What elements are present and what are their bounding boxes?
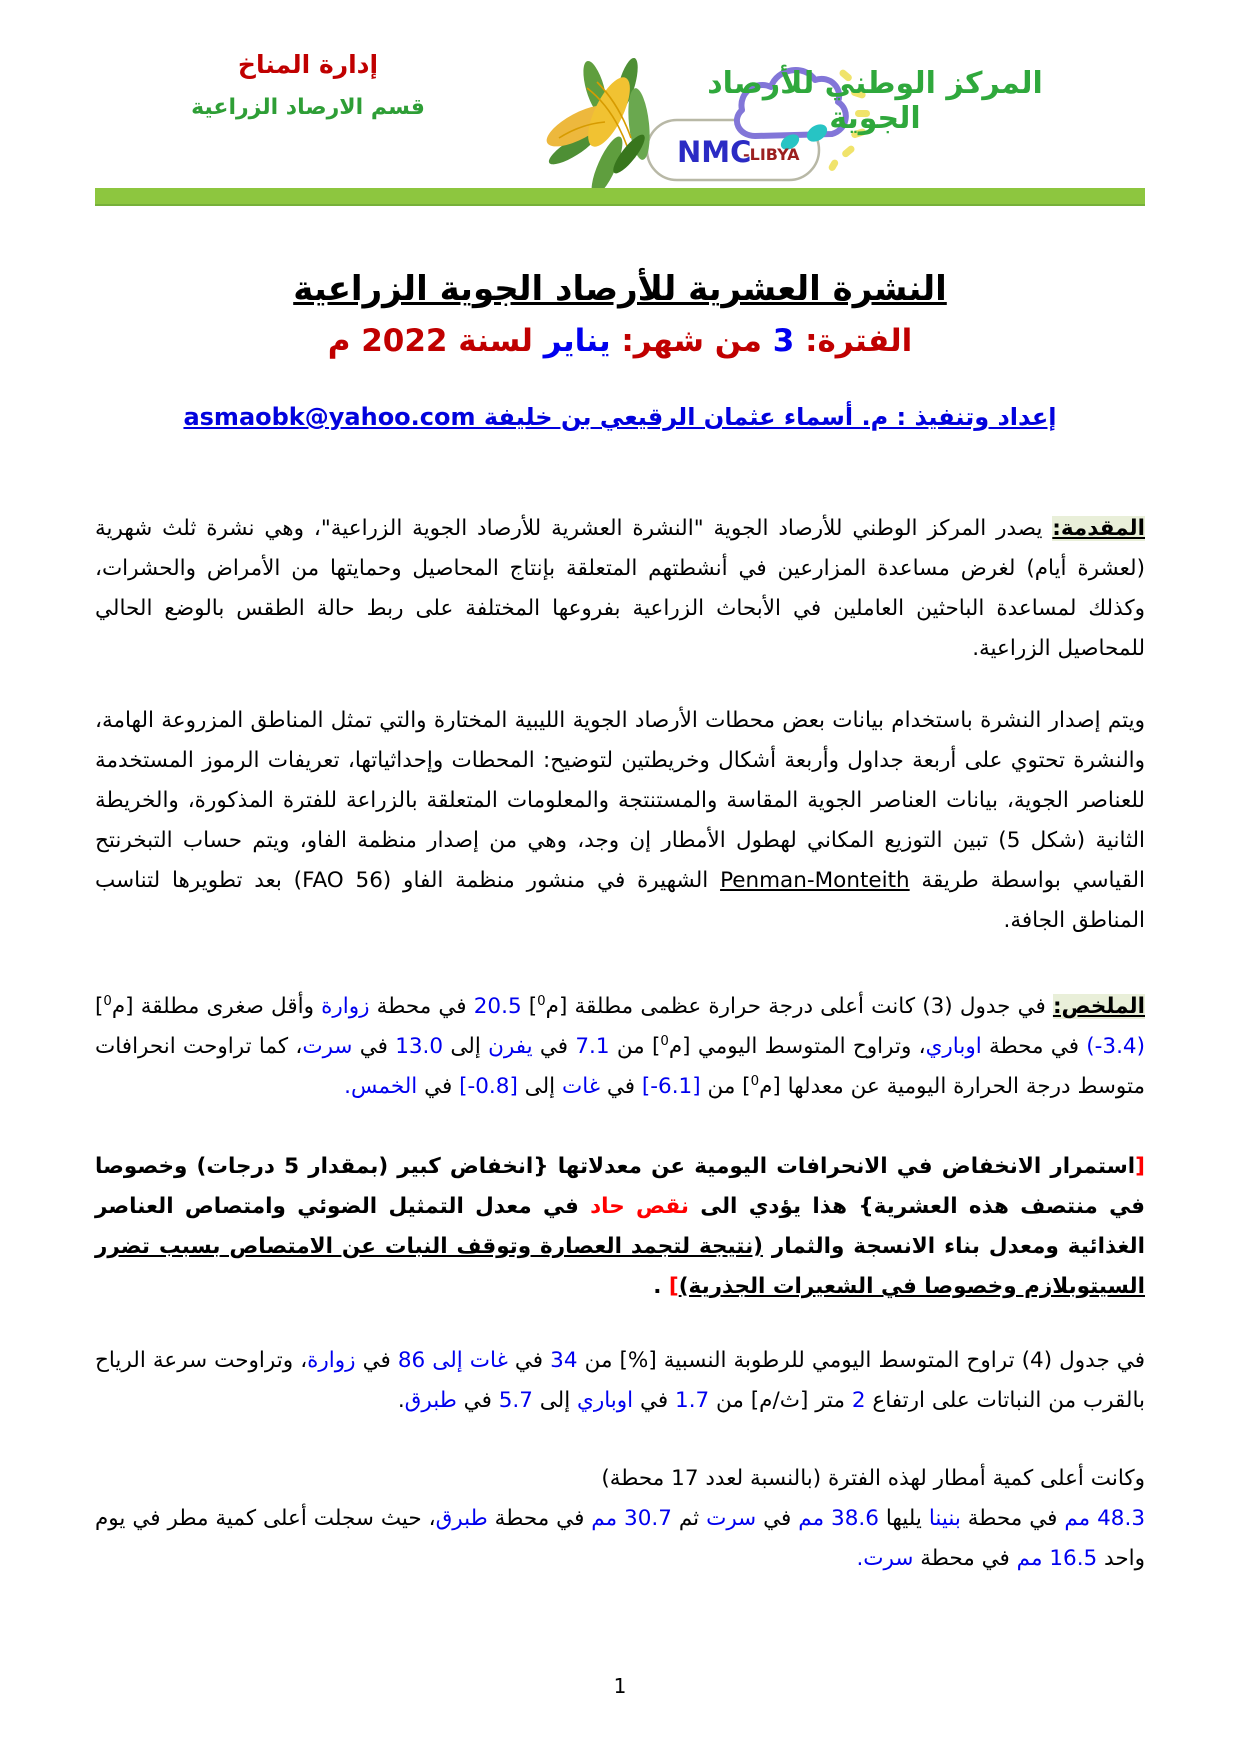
text-segment: إلى — [443, 1034, 489, 1059]
prepared-by-line: إعداد وتنفيذ : م. أسماء عثمان الرقيعي بن خليفة asmaobk@yahoo.com — [183, 403, 1057, 431]
text-segment: زوارة — [307, 1348, 356, 1373]
text-segment: 86 — [397, 1348, 426, 1373]
text-segment: ] — [668, 1274, 679, 1299]
text-segment: 0 — [537, 993, 546, 1009]
text-segment: 0 — [660, 1033, 669, 1049]
department-block — [153, 50, 463, 120]
rainfall-paragraph — [95, 1459, 1145, 1579]
header-divider-bar — [95, 188, 1145, 206]
badge-libya-text: -LIBYA — [743, 145, 800, 164]
text-segment: وكانت أعلى كمية أمطار لهذه الفترة (بالنسبة لعدد 17 محطة) — [601, 1466, 1145, 1491]
text-segment: 0 — [103, 993, 112, 1009]
text-segment: 34 — [550, 1348, 578, 1373]
text-segment: في — [417, 1074, 460, 1099]
text-segment: 13.0 — [395, 1034, 444, 1059]
text-segment: 0 — [750, 1073, 760, 1089]
text-segment: ] — [95, 994, 104, 1019]
text-segment: . — [653, 1274, 669, 1299]
corn-icon — [543, 56, 653, 195]
text-segment: في — [355, 1348, 398, 1373]
text-segment: سرت — [302, 1034, 353, 1059]
text-segment: في — [633, 1388, 676, 1413]
text-segment: ويتم إصدار النشرة باستخدام بيانات بعض محطات الأرصاد الجوية الليبية المختارة والتي تمثل المناطق المزروعة الهامة، والنشرة تحتوي على أربعة جداول وأربعة أشكال وخريطتين لتوضيح: المحطات وإحداثياتها، تعريفات الرموز المستخدمة للعناصر الجوية، بيانات العناصر الجوية المقاسة والمستنتجة والمعلومات المتعلقة بالزراعة للفترة المذكورة، والخريطة الثانية (شكل 5) تبين التوزيع المكاني لهطول الأمطار إن وجد، وهي من إصدار منظمة الفاو، ويتم حساب التبخرنتح القياسي بواسطة طريقة — [95, 708, 1146, 893]
page-header — [95, 0, 1145, 205]
text-segment: في محطة — [981, 1034, 1087, 1059]
page-number: 1 — [613, 1674, 627, 1698]
organization-title: المركز الوطني للأرصاد الجوية — [707, 66, 1043, 136]
text-segment: 30.7 مم — [591, 1506, 672, 1531]
text-segment: 2 — [851, 1388, 866, 1413]
text-segment: يصدر المركز الوطني للأرصاد الجوية "النشرة العشرية للأرصاد الجوية الزراعية"، وهي نشرة ثلث شهرية (لعشرة أيام) لغرض مساعدة المزارعين في أنشطتهم المتعلقة بإنتاج المحاصيل وحمايتها من الأمراض والحشرات، وكذلك لمساعدة الباحثين العاملين في الأبحاث الزراعية بفروعها المختلفة على ربط حالة الطقس بالوضع الحالي للمحاصيل الزراعية. — [95, 516, 1145, 661]
text-segment: في محطة — [487, 1506, 592, 1531]
text-segment: اوباري — [925, 1034, 982, 1059]
text-segment: يليها — [878, 1506, 929, 1531]
text-segment: الخمس. — [344, 1074, 418, 1099]
text-segment: (نتيجة لتجمد العصارة وتوقف النبات عن الامتصاص بسبب تضرر السيتوبلازم وخصوصا في الشعيرات الجذرية) — [95, 1234, 1145, 1299]
text-segment: زوارة — [321, 994, 370, 1019]
period-line — [95, 323, 1145, 359]
text-segment: سرت — [706, 1506, 757, 1531]
text-segment: 38.6 مم — [798, 1506, 879, 1531]
text-segment: غات — [561, 1074, 601, 1099]
text-segment: ] من — [700, 1074, 751, 1099]
text-segment: [م/ث] — [750, 1388, 809, 1413]
text-segment: الملخص: — [1052, 994, 1145, 1019]
text-segment: 1.7 — [675, 1388, 710, 1413]
text-segment: بنينا — [928, 1506, 961, 1531]
text-segment: في — [507, 1348, 551, 1373]
text-segment: Penman-Monteith — [720, 868, 910, 893]
humidity-wind-paragraph — [95, 1341, 1145, 1421]
badge-nmc-text: NMC — [677, 135, 752, 169]
text-segment: 20.5 — [473, 994, 522, 1019]
text-segment: الفترة: — [794, 323, 913, 359]
text-segment: 16.5 مم — [1016, 1546, 1098, 1571]
text-segment: في — [532, 1034, 576, 1059]
text-segment: في جدول (3) كانت أعلى درجة حرارة عظمى مطلقة [م — [545, 994, 1053, 1019]
text-segment: في — [352, 1034, 396, 1059]
text-segment: ، وتراوحت سرعة الرياح بالقرب من النباتات على ارتفاع — [95, 1348, 1145, 1413]
text-segment: من — [709, 1388, 751, 1413]
text-segment: في — [456, 1388, 499, 1413]
warning-paragraph — [95, 1147, 1145, 1307]
text-segment: ، حيث سجلت أعلى كمية مطر في يوم واحد — [95, 1506, 1145, 1571]
text-segment: في محطة — [369, 994, 474, 1019]
text-segment: [ — [1135, 1154, 1145, 1179]
text-segment: غات إلى — [432, 1348, 508, 1373]
text-segment: في معدل التمثيل الضوئي وامتصاص العناصر الغذائية ومعدل بناء الانسجة والثمار — [95, 1194, 1145, 1259]
text-segment: إلى — [517, 1074, 562, 1099]
text-segment: في جدول (4) تراوح المتوسط اليومي للرطوبة النسبية [%] من — [577, 1348, 1145, 1373]
text-segment: ، كما تراوحت انحرافات متوسط درجة الحرارة اليومية عن معدلها [م — [95, 1034, 1145, 1099]
text-segment: 3 — [772, 323, 795, 359]
text-segment: . — [397, 1388, 405, 1413]
text-segment: ] — [521, 994, 538, 1019]
climate-administration-label: إدارة المناخ — [237, 50, 379, 79]
bulletin-title: النشرة العشرية للأرصاد الجوية الزراعية — [293, 269, 947, 309]
text-segment: (-3.4) — [1086, 1034, 1145, 1059]
text-segment: إلى — [532, 1388, 578, 1413]
text-segment: نقص حاد — [590, 1194, 689, 1219]
text-segment: متر — [808, 1388, 852, 1413]
text-segment: في محطة — [913, 1546, 1017, 1571]
text-segment: ثم — [671, 1506, 707, 1531]
text-segment: يفرن — [488, 1034, 533, 1059]
text-segment: يناير — [543, 323, 611, 359]
text-segment: لسنة 2022 م — [327, 323, 544, 359]
text-segment: الشهيرة في منشور منظمة الفاو (FAO 56) بعد تطويرها لتناسب المناطق الجافة. — [95, 868, 1145, 933]
text-segment: في محطة — [960, 1506, 1065, 1531]
text-segment: اوباري — [577, 1388, 634, 1413]
text-segment: 5.7 — [498, 1388, 533, 1413]
text-segment: وأقل صغرى مطلقة [م — [111, 994, 322, 1019]
text-segment: في — [756, 1506, 799, 1531]
text-segment: [-6.1] — [641, 1074, 701, 1099]
text-segment: ، وتراوح المتوسط اليومي [م — [668, 1034, 926, 1059]
summary-paragraph — [95, 987, 1145, 1107]
text-segment: طبرق — [404, 1388, 457, 1413]
text-segment: طبرق — [435, 1506, 488, 1531]
text-segment: المقدمة: — [1052, 516, 1145, 541]
intro-paragraph — [95, 509, 1145, 669]
text-segment: استمرار الانخفاض في الانحرافات اليومية عن معدلاتها {انخفاض كبير (بمقدار 5 درجات) وخصوصا في منتصف هذه العشرية} هذا يؤدي الى — [95, 1154, 1146, 1219]
text-segment: من شهر: — [610, 323, 773, 359]
text-segment: 48.3 مم — [1064, 1506, 1145, 1531]
text-segment: [-0.8] — [459, 1074, 518, 1099]
agro-meteorology-section-label: قسم الارصاد الزراعية — [191, 95, 425, 120]
issuance-paragraph — [95, 701, 1145, 941]
text-segment: في — [600, 1074, 642, 1099]
text-segment: 7.1 — [575, 1034, 610, 1059]
text-segment: سرت. — [856, 1546, 914, 1571]
text-segment: ] من — [609, 1034, 661, 1059]
